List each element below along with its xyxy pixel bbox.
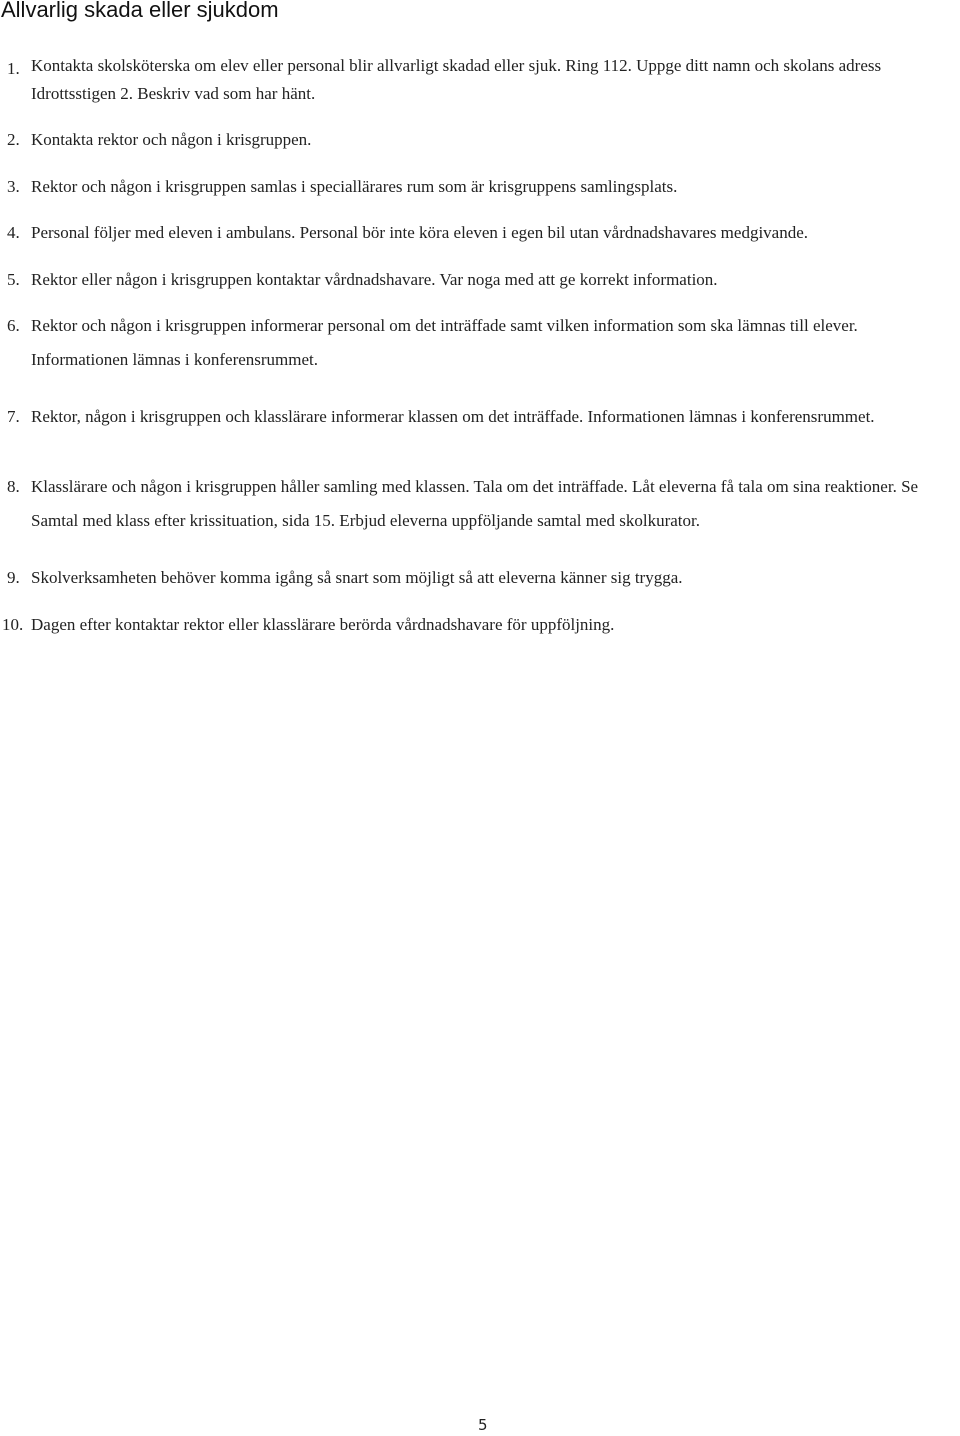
list-item-text: Rektor, någon i krisgruppen och klasslärare informerar klassen om det inträffade. Informationen lämnas i konferensrummet. xyxy=(31,407,875,426)
list-item-text: Rektor och någon i krisgruppen informerar personal om det inträffade samt vilken information som ska lämnas till elever. Informationen lämnas i konferensrummet. xyxy=(31,316,858,369)
list-item-number: 2. xyxy=(7,130,20,149)
list-item-text: Dagen efter kontaktar rektor eller klasslärare berörda vårdnadshavare för uppföljning. xyxy=(31,615,615,634)
list-item-number: 4. xyxy=(7,223,20,242)
list-item-text: Klasslärare och någon i krisgruppen håller samling med klassen. Tala om det inträffade. Låt eleverna få tala om sina reaktioner. Se Samtal med klass efter krissituation, sida 15. Erbjud eleverna uppföljande samtal med skolkurator. xyxy=(31,477,919,530)
page-number: 5 xyxy=(478,1416,488,1434)
list-item-number: 1. xyxy=(7,59,20,78)
list-item-text: Kontakta skolsköterska om elev eller personal blir allvarligt skadad eller sjuk. Ring 112. Uppge ditt namn och skolans adress Idrottsstigen 2. Beskriv vad som har hänt. xyxy=(31,56,882,103)
list-item-text: Kontakta rektor och någon i krisgruppen. xyxy=(31,130,312,149)
list-item-number: 7. xyxy=(7,407,20,426)
list-item-number: 9. xyxy=(7,568,20,587)
page-title: Allvarlig skada eller sjukdom xyxy=(1,0,279,22)
list-item-number: 8. xyxy=(7,477,20,496)
list-item-number: 5. xyxy=(7,270,20,289)
list-item-number: 10. xyxy=(2,615,24,634)
list-item-text: Personal följer med eleven i ambulans. Personal bör inte köra eleven i egen bil utan vårdnadshavares medgivande. xyxy=(31,223,809,242)
list-item-text: Rektor eller någon i krisgruppen kontaktar vårdnadshavare. Var noga med att ge korrekt information. xyxy=(31,270,718,289)
list-item-text: Skolverksamheten behöver komma igång så snart som möjligt så att eleverna känner sig trygga. xyxy=(31,568,683,587)
list-item-number: 6. xyxy=(7,316,20,335)
list-item-number: 3. xyxy=(7,177,20,196)
list-item-text: Rektor och någon i krisgruppen samlas i speciallärares rum som är krisgruppens samlingsplats. xyxy=(31,177,678,196)
